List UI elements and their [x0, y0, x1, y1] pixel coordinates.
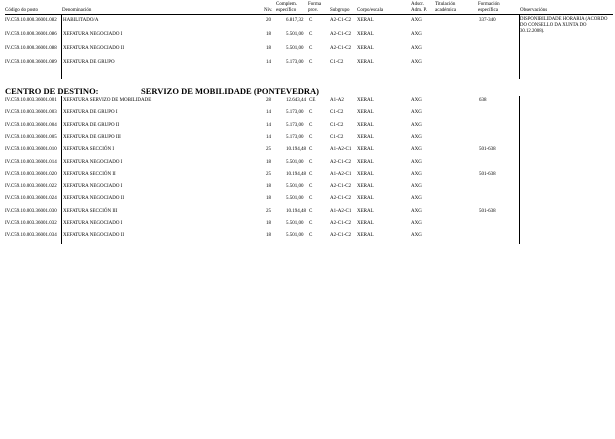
- denominacion-cell: XEFATURA DE GRUPO I: [63, 110, 118, 116]
- codigo-cell: IV.C59.10.000.36001.088: [5, 46, 57, 51]
- codigo-cell: IV.C59.10.003.36001.020: [5, 171, 57, 177]
- forma-cell: C: [309, 18, 313, 23]
- adscr-cell: AXG: [411, 18, 422, 23]
- subgrupo-cell: A2-C1-C2: [330, 196, 352, 202]
- niv-cell: 18: [266, 184, 271, 190]
- corpo-cell: XERAL: [357, 171, 374, 177]
- corpo-cell: XERAL: [357, 221, 374, 226]
- codigo-cell: IV.C59.10.003.36001.032: [5, 221, 57, 226]
- table-row: [0, 172, 615, 184]
- complem-cell: 10.194,48: [286, 147, 306, 153]
- header-rule: [5, 14, 613, 15]
- header-adscr-1: Adscr.: [411, 2, 424, 7]
- adscr-cell: AXG: [411, 208, 422, 214]
- table-row: [0, 196, 615, 208]
- codigo-cell: IV.C59.10.003.36001.014: [5, 159, 57, 165]
- denominacion-cell: XEFATURA NEGOCIADO I: [63, 184, 123, 190]
- table-row: [0, 98, 615, 110]
- adscr-cell: AXG: [411, 196, 422, 202]
- forma-cell: C: [309, 60, 313, 65]
- codigo-cell: IV.C59.10.003.36001.010: [5, 147, 57, 153]
- complem-cell: 5.173,00: [286, 134, 304, 140]
- adscr-cell: AXG: [411, 171, 422, 177]
- denominacion-cell: HABILITADO/A: [63, 18, 99, 23]
- header-observacions: Observacións: [520, 8, 548, 13]
- observacions-cell: DISPONIBILIDADE HORARIA (ACORDO DO CONSELLO DA XUNTA DO 30.12.2008).: [520, 17, 608, 34]
- corpo-cell: XERAL: [357, 134, 374, 140]
- header-titulacion-2: académica: [435, 8, 457, 13]
- header-formacion-2: específica: [478, 8, 498, 13]
- header-complem-1: Complem.: [276, 2, 297, 7]
- header-complem-2: específico: [276, 8, 297, 13]
- denominacion-cell: XEFATURA SECCIÓN II: [63, 171, 116, 177]
- adscr-cell: AXG: [411, 32, 422, 37]
- formacion-cell: 638: [479, 98, 487, 103]
- forma-cell: C: [309, 233, 313, 239]
- denominacion-cell: XEFATURA NEGOCIADO II: [63, 196, 125, 202]
- corpo-cell: XERAL: [357, 98, 374, 103]
- subgrupo-cell: A1-A2: [330, 98, 344, 103]
- complem-cell: 5.501,00: [286, 159, 304, 165]
- subgrupo-cell: C1-C2: [330, 122, 344, 128]
- corpo-cell: XERAL: [357, 147, 374, 153]
- denominacion-cell: XEFATURA DE GRUPO II: [63, 122, 120, 128]
- adscr-cell: AXG: [411, 134, 422, 140]
- table-row: [0, 123, 615, 135]
- complem-cell: 5.501,00: [286, 32, 304, 37]
- corpo-cell: XERAL: [357, 32, 374, 37]
- header-subgrupo: Subgrupo: [330, 8, 350, 13]
- codigo-cell: IV.C59.10.003.36001.024: [5, 196, 57, 202]
- niv-cell: 25: [266, 208, 271, 214]
- subgrupo-cell: A2-C1-C2: [330, 18, 352, 23]
- codigo-cell: IV.C59.10.003.36001.005: [5, 134, 57, 140]
- corpo-cell: XERAL: [357, 196, 374, 202]
- corpo-cell: XERAL: [357, 208, 374, 214]
- codigo-cell: IV.C59.10.003.36001.001: [5, 98, 57, 103]
- table-row: [0, 110, 615, 122]
- table-row: [0, 46, 615, 58]
- header-titulacion-1: Titulación: [435, 2, 456, 7]
- table-row: [0, 209, 615, 221]
- niv-cell: 14: [266, 134, 271, 140]
- forma-cell: CE: [309, 98, 316, 103]
- denominacion-cell: XEFATURA SERVIZO DE MOBILIDADE: [63, 98, 152, 103]
- subgrupo-cell: A2-C1-C2: [330, 32, 352, 37]
- complem-cell: 5.173,00: [286, 110, 304, 116]
- subgrupo-cell: C1-C2: [330, 60, 344, 65]
- subgrupo-cell: A1-A2-C1: [330, 147, 352, 153]
- adscr-cell: AXG: [411, 46, 422, 51]
- denominacion-cell: XEFATURA NEGOCIADO II: [63, 233, 125, 239]
- denominacion-cell: XEFATURA NEGOCIADO I: [63, 221, 123, 226]
- header-formacion-1: Formación: [478, 2, 500, 7]
- subgrupo-cell: C1-C2: [330, 134, 344, 140]
- table-row: [0, 147, 615, 159]
- complem-cell: 5.501,00: [286, 184, 304, 190]
- table-row: [0, 160, 615, 172]
- complem-cell: 5.501,00: [286, 233, 304, 239]
- niv-cell: 25: [266, 147, 271, 153]
- subgrupo-cell: A2-C1-C2: [330, 233, 352, 239]
- header-corpo: Corpo/escala: [357, 8, 384, 13]
- adscr-cell: AXG: [411, 233, 422, 239]
- niv-cell: 18: [266, 159, 271, 165]
- centro-label: CENTRO DE DESTINO:: [5, 86, 99, 96]
- corpo-cell: XERAL: [357, 18, 374, 23]
- header-denominacion: Denominación: [62, 8, 92, 13]
- forma-cell: C: [309, 159, 313, 165]
- adscr-cell: AXG: [411, 60, 422, 65]
- complem-cell: 6.817,32: [286, 18, 304, 23]
- niv-cell: 20: [266, 18, 271, 23]
- codigo-cell: IV.C59.10.000.36001.089: [5, 60, 57, 65]
- forma-cell: C: [309, 134, 313, 140]
- table-row: [0, 135, 615, 147]
- niv-cell: 14: [266, 110, 271, 116]
- table-row: [0, 60, 615, 72]
- subgrupo-cell: A2-C1-C2: [330, 221, 352, 226]
- adscr-cell: AXG: [411, 184, 422, 190]
- forma-cell: C: [309, 46, 313, 51]
- subgrupo-cell: A2-C1-C2: [330, 184, 352, 190]
- adscr-cell: AXG: [411, 159, 422, 165]
- denominacion-cell: XEFATURA NEGOCIADO II: [63, 46, 125, 51]
- corpo-cell: XERAL: [357, 60, 374, 65]
- subgrupo-cell: A2-C1-C2: [330, 159, 352, 165]
- table-row: [0, 221, 615, 233]
- denominacion-cell: XEFATURA NEGOCIADO I: [63, 159, 123, 165]
- table-row: [0, 184, 615, 196]
- denominacion-cell: XEFATURA SECCIÓN III: [63, 208, 118, 214]
- forma-cell: C: [309, 147, 313, 153]
- forma-cell: C: [309, 184, 313, 190]
- codigo-cell: IV.C59.10.003.36001.030: [5, 208, 57, 214]
- codigo-cell: IV.C59.10.003.36001.003: [5, 110, 57, 116]
- formacion-cell: 337-340: [479, 18, 496, 23]
- codigo-cell: IV.C59.10.003.36001.034: [5, 233, 57, 239]
- codigo-cell: IV.C59.10.003.36001.004: [5, 122, 57, 128]
- adscr-cell: AXG: [411, 98, 422, 103]
- header-codigo: Código do posto: [5, 8, 39, 13]
- niv-cell: 25: [266, 171, 271, 177]
- adscr-cell: AXG: [411, 110, 422, 116]
- formacion-cell: 501-638: [479, 171, 496, 177]
- denominacion-cell: XEFATURA DE GRUPO: [63, 60, 115, 65]
- denominacion-cell: XEFATURA DE GRUPO III: [63, 134, 121, 140]
- corpo-cell: XERAL: [357, 159, 374, 165]
- corpo-cell: XERAL: [357, 233, 374, 239]
- denominacion-cell: XEFATURA SECCIÓN I: [63, 147, 115, 153]
- niv-cell: 14: [266, 122, 271, 128]
- niv-cell: 18: [266, 196, 271, 202]
- table-row: [0, 233, 615, 245]
- subgrupo-cell: A1-A2-C1: [330, 208, 352, 214]
- niv-cell: 28: [266, 98, 271, 103]
- complem-cell: 10.194,48: [286, 171, 306, 177]
- complem-cell: 5.501,00: [286, 46, 304, 51]
- subgrupo-cell: A2-C1-C2: [330, 46, 352, 51]
- adscr-cell: AXG: [411, 221, 422, 226]
- denominacion-cell: XEFATURA NEGOCIADO I: [63, 32, 123, 37]
- forma-cell: C: [309, 221, 313, 226]
- complem-cell: 5.501,00: [286, 196, 304, 202]
- niv-cell: 14: [266, 60, 271, 65]
- corpo-cell: XERAL: [357, 46, 374, 51]
- complem-cell: 5.173,00: [286, 60, 304, 65]
- complem-cell: 5.501,00: [286, 221, 304, 226]
- subgrupo-cell: A1-A2-C1: [330, 171, 352, 177]
- forma-cell: C: [309, 171, 313, 177]
- forma-cell: C: [309, 196, 313, 202]
- complem-cell: 5.173,00: [286, 122, 304, 128]
- formacion-cell: 501-638: [479, 208, 496, 214]
- forma-cell: C: [309, 32, 313, 37]
- adscr-cell: AXG: [411, 147, 422, 153]
- complem-cell: 10.194,48: [286, 208, 306, 214]
- header-adscr-2: Adm. P.: [411, 8, 427, 13]
- codigo-cell: IV.C59.10.000.36001.082: [5, 18, 57, 23]
- niv-cell: 18: [266, 46, 271, 51]
- corpo-cell: XERAL: [357, 184, 374, 190]
- niv-cell: 18: [266, 32, 271, 37]
- forma-cell: C: [309, 122, 313, 128]
- niv-cell: 18: [266, 221, 271, 226]
- adscr-cell: AXG: [411, 122, 422, 128]
- forma-cell: C: [309, 208, 313, 214]
- complem-cell: 12.643,44: [286, 98, 306, 103]
- subgrupo-cell: C1-C2: [330, 110, 344, 116]
- header-forma-2: prov.: [308, 8, 319, 13]
- header-niv: Niv.: [264, 8, 273, 13]
- centro-name: SERVIZO DE MOBILIDADE (PONTEVEDRA): [141, 86, 319, 96]
- formacion-cell: 501-638: [479, 147, 496, 153]
- header-forma-1: Forma: [308, 2, 322, 7]
- niv-cell: 18: [266, 233, 271, 239]
- codigo-cell: IV.C59.10.000.36001.086: [5, 32, 57, 37]
- forma-cell: C: [309, 110, 313, 116]
- corpo-cell: XERAL: [357, 122, 374, 128]
- codigo-cell: IV.C59.10.003.36001.022: [5, 184, 57, 190]
- corpo-cell: XERAL: [357, 110, 374, 116]
